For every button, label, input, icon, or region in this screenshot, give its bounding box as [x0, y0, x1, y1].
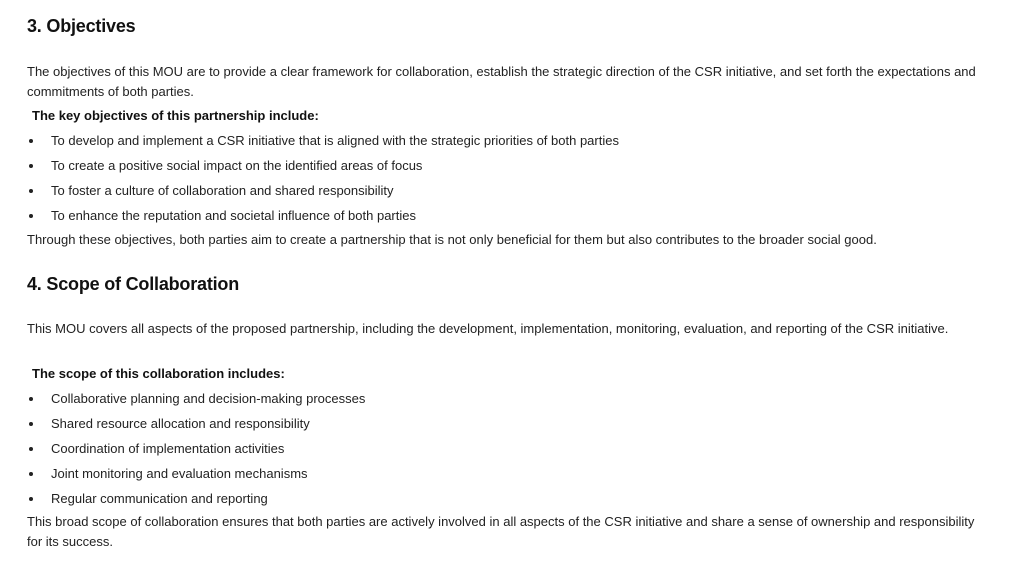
list-item — [27, 461, 365, 486]
list-item — [27, 203, 619, 228]
bullet-icon — [29, 139, 33, 143]
list-item — [27, 486, 365, 511]
list-item-text: Coordination of implementation activities — [51, 440, 285, 456]
list-item-text: To develop and implement a CSR initiative that is aligned with the strategic priorities of both parties — [51, 132, 619, 148]
scope-closing-paragraph: This broad scope of collaboration ensures that both parties are actively involved in all aspects of the CSR initiative and share a sense of ownership and responsibility for its success. — [27, 514, 975, 549]
bullet-icon — [29, 214, 33, 218]
list-item — [27, 386, 365, 411]
list-item-text: To enhance the reputation and societal influence of both parties — [51, 207, 416, 223]
bullet-icon — [29, 497, 33, 501]
list-item-text: To create a positive social impact on the identified areas of focus — [51, 157, 423, 173]
objectives-list — [27, 128, 619, 228]
section-title-scope: 4. Scope of Collaboration — [27, 274, 240, 294]
list-item-text: Shared resource allocation and responsibility — [51, 415, 310, 431]
list-item — [27, 128, 619, 153]
section-title-objectives: 3. Objectives — [27, 16, 136, 36]
objectives-closing-paragraph: Through these objectives, both parties aim to create a partnership that is not only beneficial for them but also contributes to the broader social good. — [27, 232, 877, 247]
bullet-icon — [29, 447, 33, 451]
list-item — [27, 411, 365, 436]
scope-list — [27, 386, 365, 511]
list-item-text: To foster a culture of collaboration and shared responsibility — [51, 182, 394, 198]
bullet-icon — [29, 397, 33, 401]
objectives-lead-text: The key objectives of this partnership include: — [32, 108, 319, 123]
list-item-text: Collaborative planning and decision-making processes — [51, 390, 366, 406]
list-item — [27, 178, 619, 203]
bullet-icon — [29, 164, 33, 168]
list-item — [27, 153, 619, 178]
list-item — [27, 436, 365, 461]
scope-lead-text: The scope of this collaboration includes: — [32, 366, 285, 381]
bullet-icon — [29, 472, 33, 476]
list-item-text: Joint monitoring and evaluation mechanisms — [51, 465, 308, 481]
list-item-text: Regular communication and reporting — [51, 490, 268, 506]
bullet-icon — [29, 422, 33, 426]
bullet-icon — [29, 189, 33, 193]
scope-intro-paragraph: This MOU covers all aspects of the proposed partnership, including the development, implementation, monitoring, evaluation, and reporting of the CSR initiative. — [27, 321, 949, 336]
objectives-intro-paragraph: The objectives of this MOU are to provide a clear framework for collaboration, establish the strategic direction of the CSR initiative, and set forth the expectations and commitments of both parties. — [27, 64, 976, 99]
